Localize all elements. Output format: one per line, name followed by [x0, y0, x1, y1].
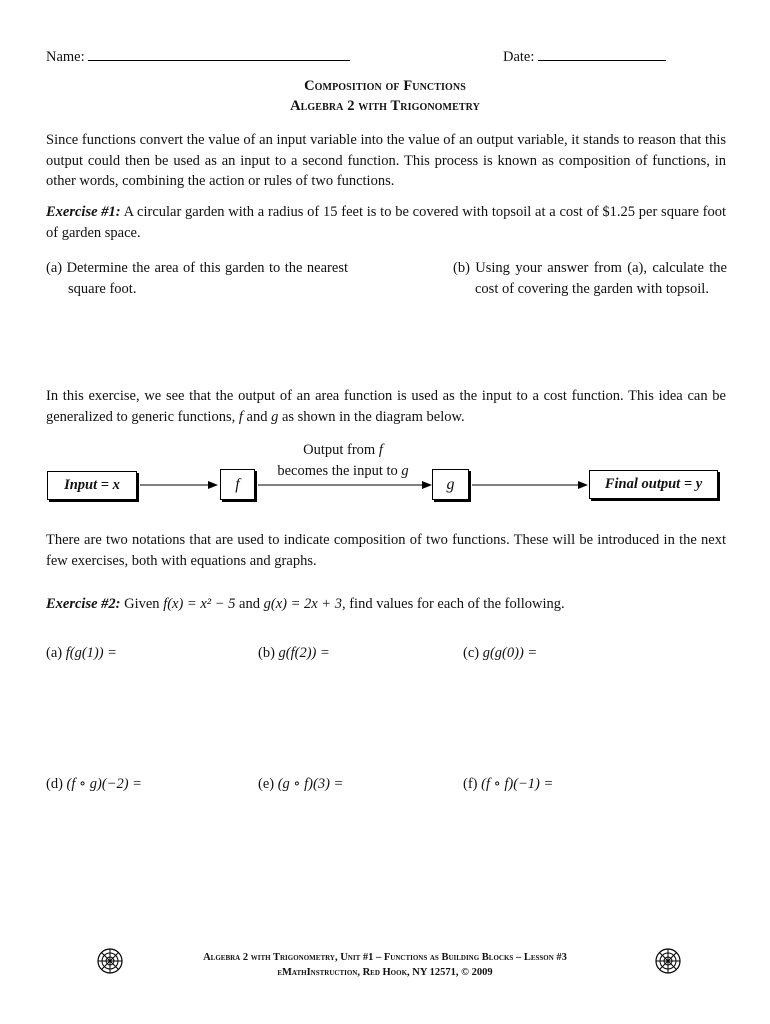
composition-diagram: [0, 440, 770, 510]
paragraph2-before: In this exercise, we see that the output of an area function is used as the input to a cost function. This idea can be generalized to generic functions,: [46, 388, 726, 425]
problem-c: [463, 645, 537, 662]
exercise-2-given: Given: [124, 596, 160, 612]
problem-a: [46, 645, 117, 662]
exercise-1-part-b: (b) Using your answer from (a), calculate the cost of covering the garden with topsoil.: [453, 260, 727, 297]
exercise-2-tail: , find values for each of the following.: [341, 596, 565, 612]
arrow-right-icon: [138, 477, 220, 493]
caption-line2-var: g: [401, 463, 409, 479]
problem-b: [258, 645, 330, 662]
exercise-2-and: and: [239, 596, 260, 612]
arrow-right-icon: [256, 477, 434, 493]
exercise-2: [46, 594, 726, 614]
problem-expression: f(g(1)) =: [65, 645, 117, 661]
problem-e: [258, 776, 343, 793]
g-function-box: g: [432, 469, 469, 500]
exercise-1: [46, 202, 726, 243]
f-function-box: f: [220, 469, 255, 500]
problem-label: (c): [463, 645, 480, 661]
arrow-right-icon: [470, 477, 590, 493]
page-title: Composition of Functions: [304, 78, 466, 94]
problem-label: (d): [46, 776, 63, 792]
exercise-2-label: Exercise #2:: [46, 596, 121, 612]
problem-label: (e): [258, 776, 275, 792]
intro-paragraph: Since functions convert the value of an input variable into the value of an output variable, it stands to reason that this output could then be used as an input to a second function. This process is known as composition of functions, in other words, combining the action or rules of two functions.: [46, 132, 726, 189]
problem-f: [463, 776, 553, 793]
exercise-2-gx: g(x) = 2x + 3: [263, 596, 342, 612]
problem-label: (b): [258, 645, 275, 661]
paragraph2-after: as shown in the diagram below.: [281, 408, 465, 425]
footer-line-2: eMathInstruction, Red Hook, NY 12571, © 2009: [277, 967, 493, 978]
paragraph2-f: f: [238, 408, 243, 425]
name-field: [46, 46, 350, 66]
caption-line1-text: Output from: [303, 442, 376, 458]
problem-expression: (f ∘ g)(−2) =: [66, 776, 142, 792]
date-label: Date:: [503, 49, 535, 65]
problem-label: (f): [463, 776, 478, 792]
exercise-1-part-a: (a) Determine the area of this garden to the nearest square foot.: [46, 260, 348, 297]
caption-line1-var: f: [378, 442, 383, 458]
generalization-paragraph: [46, 386, 726, 427]
exercise-1-text: A circular garden with a radius of 15 feet is to be covered with topsoil at a cost of $1.25 per square foot of garden space.: [46, 204, 727, 241]
input-box: Input = x: [47, 471, 137, 500]
notations-paragraph: There are two notations that are used to indicate composition of two functions. These will be introduced in the next few exercises, both with equations and graphs.: [46, 532, 726, 569]
output-box: Final output = y: [589, 470, 718, 499]
page-subtitle: Algebra 2 with Trigonometry: [290, 98, 480, 114]
exercise-2-fx: f(x) = x² − 5: [163, 596, 236, 612]
date-blank[interactable]: [538, 46, 666, 61]
footer-line-1: Algebra 2 with Trigonometry, Unit #1 – Functions as Building Blocks – Lesson #3: [203, 952, 567, 963]
problem-expression: g(f(2)) =: [278, 645, 330, 661]
paragraph2-and: and: [246, 408, 268, 425]
problem-expression: (g ∘ f)(3) =: [277, 776, 344, 792]
problem-d: [46, 776, 142, 793]
paragraph2-g: g: [271, 408, 279, 425]
caption-line2-text: becomes the input to: [277, 463, 398, 479]
date-field: [503, 46, 666, 66]
problem-expression: (f ∘ f)(−1) =: [481, 776, 554, 792]
name-label: Name:: [46, 49, 85, 65]
exercise-1-label: Exercise #1:: [46, 204, 121, 220]
problem-expression: g(g(0)) =: [482, 645, 538, 661]
problem-label: (a): [46, 645, 63, 661]
middle-caption: [262, 440, 424, 482]
name-blank[interactable]: [88, 46, 350, 61]
